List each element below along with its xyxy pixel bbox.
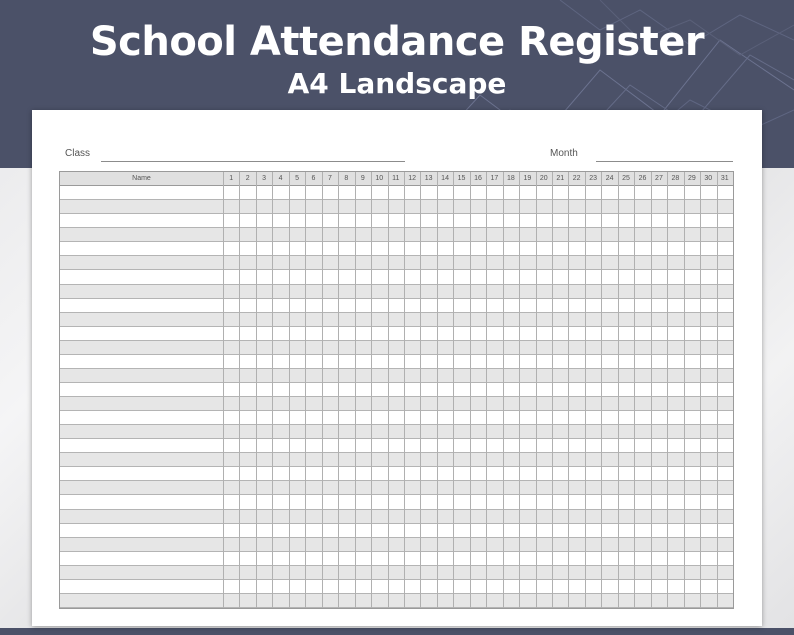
column-divider [272,172,273,608]
student-row[interactable] [60,467,733,481]
student-row[interactable] [60,411,733,425]
student-row[interactable] [60,200,733,214]
student-row[interactable] [60,299,733,313]
student-row[interactable] [60,355,733,369]
student-row[interactable] [60,256,733,270]
class-field[interactable] [65,148,405,164]
day-column-header: 4 [278,175,283,182]
student-row[interactable] [60,510,733,524]
student-row[interactable] [60,214,733,228]
column-divider [700,172,701,608]
day-column-header: 17 [490,175,499,182]
column-divider [305,172,306,608]
day-column-header: 11 [392,175,400,182]
day-column-header: 5 [295,175,299,182]
month-field[interactable] [550,148,733,164]
day-column-header: 6 [311,175,316,182]
column-divider [256,172,257,608]
day-column-header: 16 [474,175,482,182]
student-row[interactable] [60,580,733,594]
day-column-header: 23 [589,175,598,182]
column-divider [503,172,504,608]
day-column-header: 30 [704,175,713,182]
column-divider [552,172,553,608]
day-column-header: 3 [262,175,267,182]
class-input-line[interactable] [101,161,405,162]
day-column-header: 31 [720,175,729,182]
column-divider [717,172,718,608]
attendance-grid [59,171,734,609]
page-title: School Attendance Register [89,19,705,65]
day-column-header: 26 [638,175,647,182]
student-row[interactable] [60,566,733,580]
day-column-header: 18 [506,175,515,182]
day-column-header: 20 [539,175,548,182]
column-divider [437,172,438,608]
student-row[interactable] [60,481,733,495]
column-divider [223,172,224,608]
student-row[interactable] [60,327,733,341]
column-divider [404,172,405,608]
student-row[interactable] [60,538,733,552]
student-row[interactable] [60,341,733,355]
column-divider [289,172,290,608]
class-label: Class [65,148,91,159]
column-divider [322,172,323,608]
column-divider [470,172,471,608]
column-divider [651,172,652,608]
student-row[interactable] [60,397,733,411]
column-divider [519,172,520,608]
student-row[interactable] [60,439,733,453]
day-column-header: 1 [229,175,234,182]
register-sheet [32,110,762,626]
student-row[interactable] [60,228,733,242]
student-row[interactable] [60,383,733,397]
column-divider [486,172,487,608]
column-divider [618,172,619,608]
day-column-header: 12 [408,175,417,182]
student-row[interactable] [60,242,733,256]
column-divider [684,172,685,608]
student-row[interactable] [60,453,733,467]
month-input-line[interactable] [596,161,733,162]
column-divider [667,172,668,608]
day-column-header: 22 [572,175,581,182]
day-column-header: 25 [622,175,630,182]
day-column-header: 15 [457,175,466,182]
student-row[interactable] [60,285,733,299]
day-column-header: 8 [344,175,349,182]
column-divider [338,172,339,608]
student-row[interactable] [60,594,733,608]
column-divider [355,172,356,608]
day-column-header: 13 [424,175,433,182]
day-column-header: 7 [327,175,332,182]
column-divider [420,172,421,608]
day-column-header: 29 [687,175,696,182]
day-column-header: 10 [375,175,384,182]
column-divider [634,172,635,608]
bottom-strip [0,628,794,635]
day-column-header: 27 [655,175,663,182]
column-divider [536,172,537,608]
column-divider [388,172,389,608]
column-divider [568,172,569,608]
student-row[interactable] [60,313,733,327]
column-divider [585,172,586,608]
name-column-header: Name [132,175,151,182]
page-subtitle: A4 Landscape [287,67,507,100]
day-column-header: 21 [556,175,565,182]
day-column-header: 28 [671,175,680,182]
student-row[interactable] [60,524,733,538]
student-row[interactable] [60,270,733,284]
student-row[interactable] [60,552,733,566]
column-divider [453,172,454,608]
student-row[interactable] [60,186,733,200]
student-row[interactable] [60,369,733,383]
column-divider [371,172,372,608]
day-column-header: 24 [605,175,614,182]
day-column-header: 2 [245,175,250,182]
day-column-header: 19 [523,175,532,182]
day-column-header: 14 [441,175,449,182]
day-column-header: 9 [360,175,365,182]
column-divider [601,172,602,608]
month-label: Month [550,148,578,159]
student-row[interactable] [60,425,733,439]
column-divider [239,172,240,608]
student-row[interactable] [60,495,733,509]
